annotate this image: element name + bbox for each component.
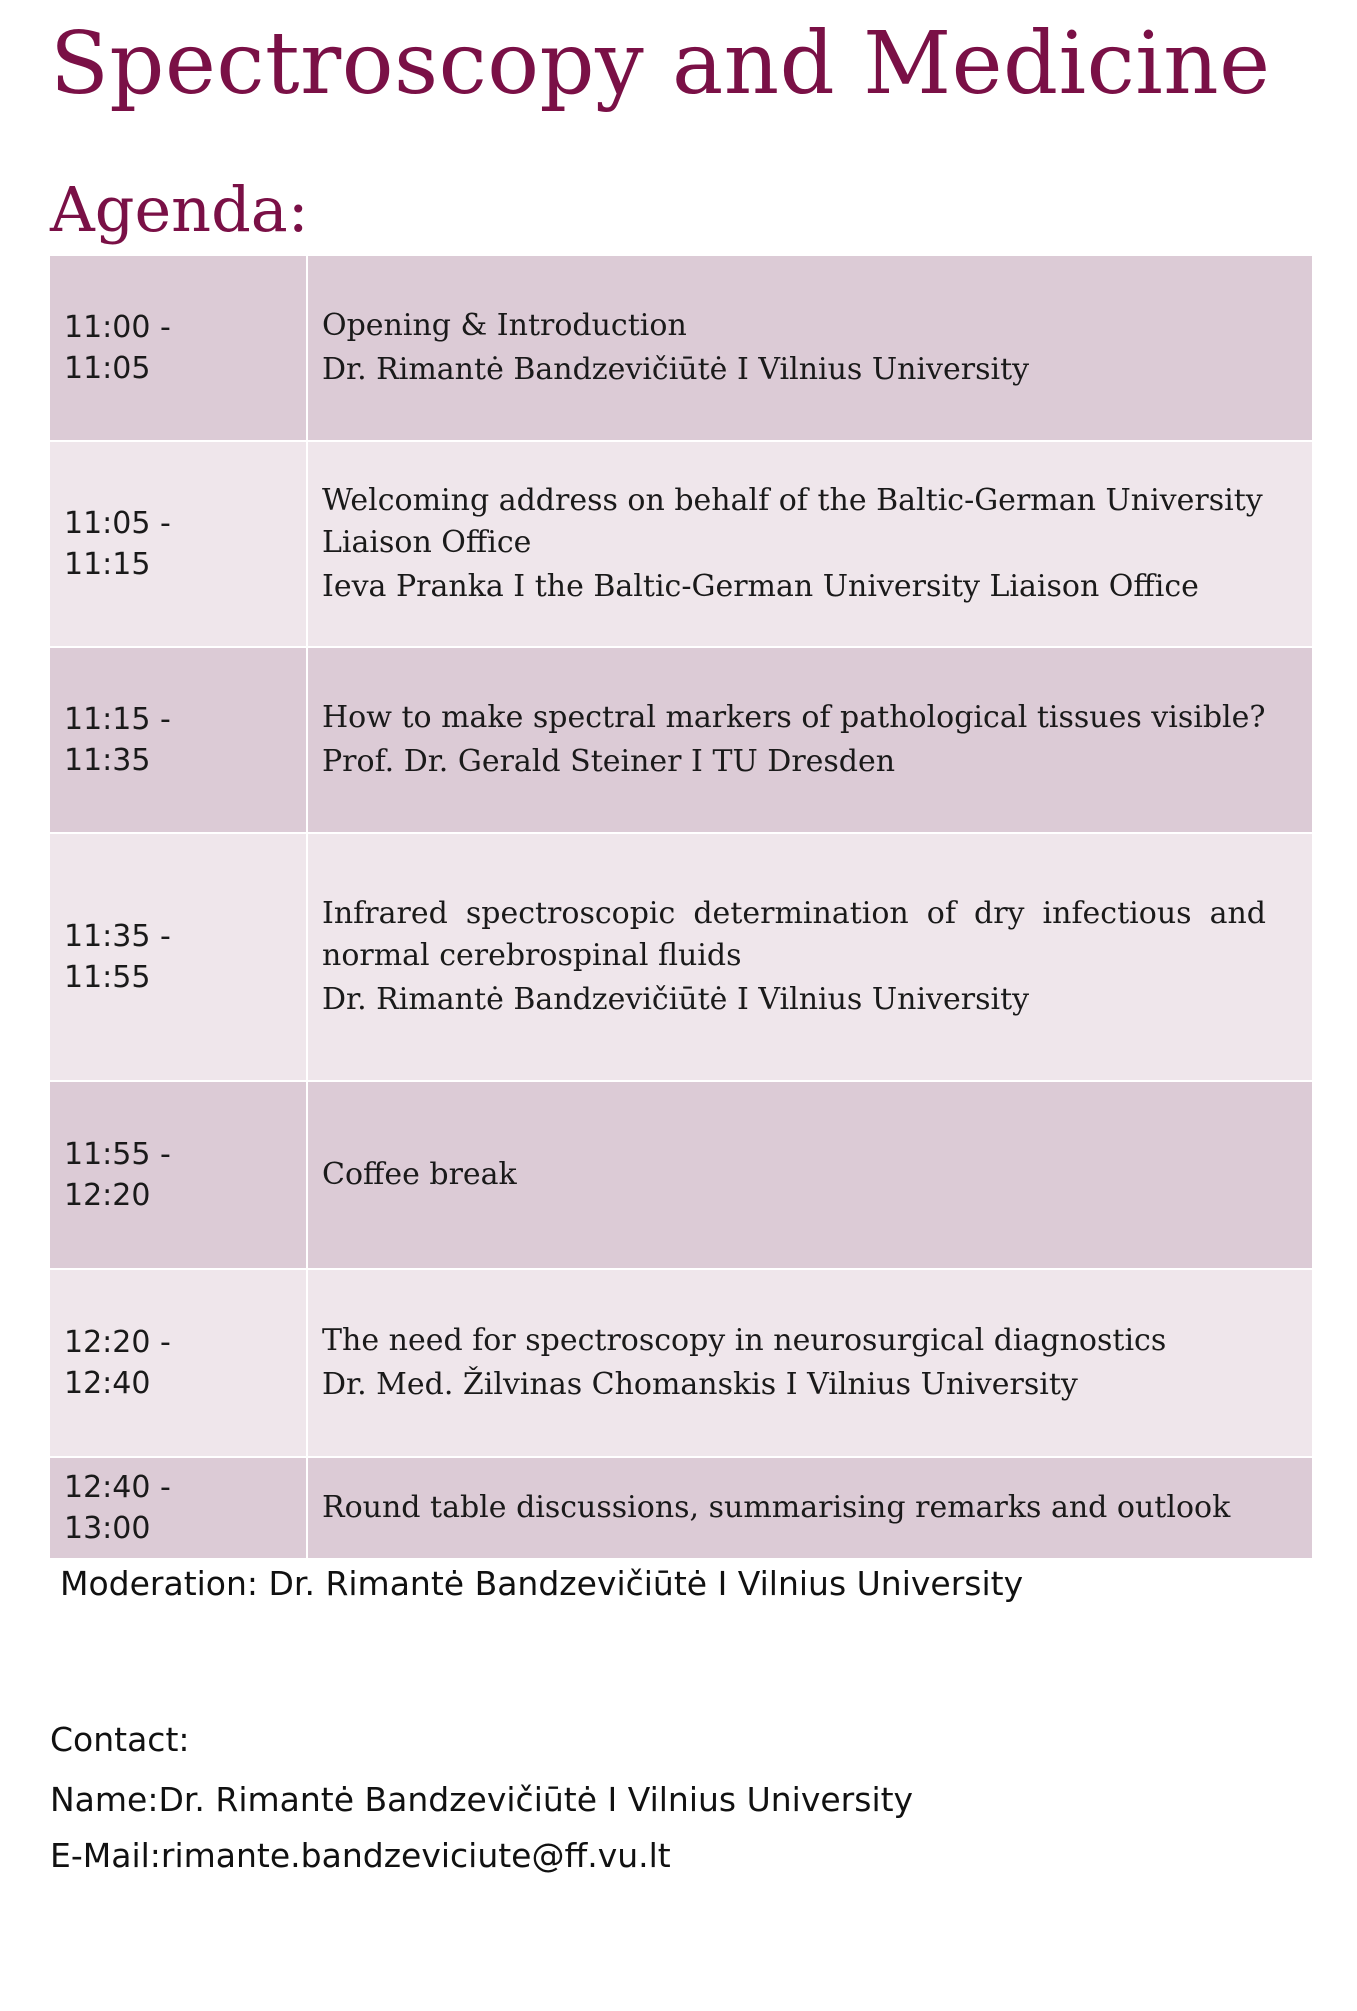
time-cell [50, 834, 308, 1080]
agenda-row-opening [50, 256, 1312, 442]
time-cell [50, 1458, 308, 1558]
contact-name: Name:Dr. Rimantė Bandzevičiūtė I Vilnius University [50, 1780, 914, 1819]
agenda-row-infrared [50, 834, 1312, 1082]
time-end: 13:00 [64, 1511, 151, 1546]
agenda-row-neurosurgical [50, 1270, 1312, 1458]
time-cell [50, 1270, 308, 1456]
session-speaker: Ieva Pranka I the Baltic-German University Liaison Office [322, 569, 1199, 604]
session-topic: Welcoming address on behalf of the Baltic-German University Liaison Office [322, 483, 1263, 560]
agenda-heading: Agenda: [50, 173, 309, 246]
agenda-row-coffee-break [50, 1082, 1312, 1270]
session-speaker: Prof. Dr. Gerald Steiner I TU Dresden [322, 744, 896, 779]
session-speaker: Dr. Med. Žilvinas Chomanskis I Vilnius University [322, 1367, 1078, 1402]
agenda-row-round-table [50, 1458, 1312, 1558]
time-end: 11:35 [64, 743, 151, 778]
session-topic: The need for spectroscopy in neurosurgical diagnostics [322, 1323, 1167, 1358]
content-cell [308, 256, 1312, 440]
session-speaker: Dr. Rimantė Bandzevičiūtė I Vilnius University [322, 982, 1030, 1017]
content-cell [308, 442, 1312, 646]
time-start: 11:05 - [64, 506, 171, 541]
time-cell [50, 442, 308, 646]
time-start: 11:00 - [64, 310, 171, 345]
session-topic: Opening & Introduction [322, 308, 687, 343]
session-speaker: Dr. Rimantė Bandzevičiūtė I Vilnius University [322, 352, 1030, 387]
time-start: 12:20 - [64, 1325, 171, 1360]
time-start: 11:55 - [64, 1137, 171, 1172]
agenda-row-welcome [50, 442, 1312, 648]
session-topic: Infrared spectroscopic determination of dry infectious and normal cerebrospinal fluids [322, 896, 1266, 973]
session-topic: How to make spectral markers of pathological tissues visible? [322, 700, 1266, 735]
contact-label: Contact: [50, 1720, 190, 1759]
time-end: 11:15 [64, 547, 151, 582]
agenda-row-spectral-markers [50, 648, 1312, 834]
time-end: 12:40 [64, 1366, 151, 1401]
moderation-note: Moderation: Dr. Rimantė Bandzevičiūtė I Vilnius University [60, 1564, 1024, 1603]
time-end: 12:20 [64, 1178, 151, 1213]
content-cell [308, 1458, 1312, 1558]
content-cell [308, 1082, 1312, 1268]
time-start: 12:40 - [64, 1470, 171, 1505]
content-cell [308, 648, 1312, 832]
time-start: 11:35 - [64, 919, 171, 954]
time-end: 11:05 [64, 351, 151, 386]
time-cell [50, 1082, 308, 1268]
time-end: 11:55 [64, 960, 151, 995]
agenda-table [50, 256, 1312, 1558]
session-topic: Coffee break [322, 1157, 517, 1192]
content-cell [308, 1270, 1312, 1456]
time-cell [50, 648, 308, 832]
contact-block [50, 1718, 913, 1878]
contact-email: E-Mail:rimante.bandzeviciute@ff.vu.lt [50, 1836, 671, 1875]
content-cell [308, 834, 1312, 1080]
document-title: Spectroscopy and Medicine [50, 14, 1271, 114]
time-start: 11:15 - [64, 702, 171, 737]
session-topic: Round table discussions, summarising remarks and outlook [322, 1490, 1231, 1525]
time-cell [50, 256, 308, 440]
